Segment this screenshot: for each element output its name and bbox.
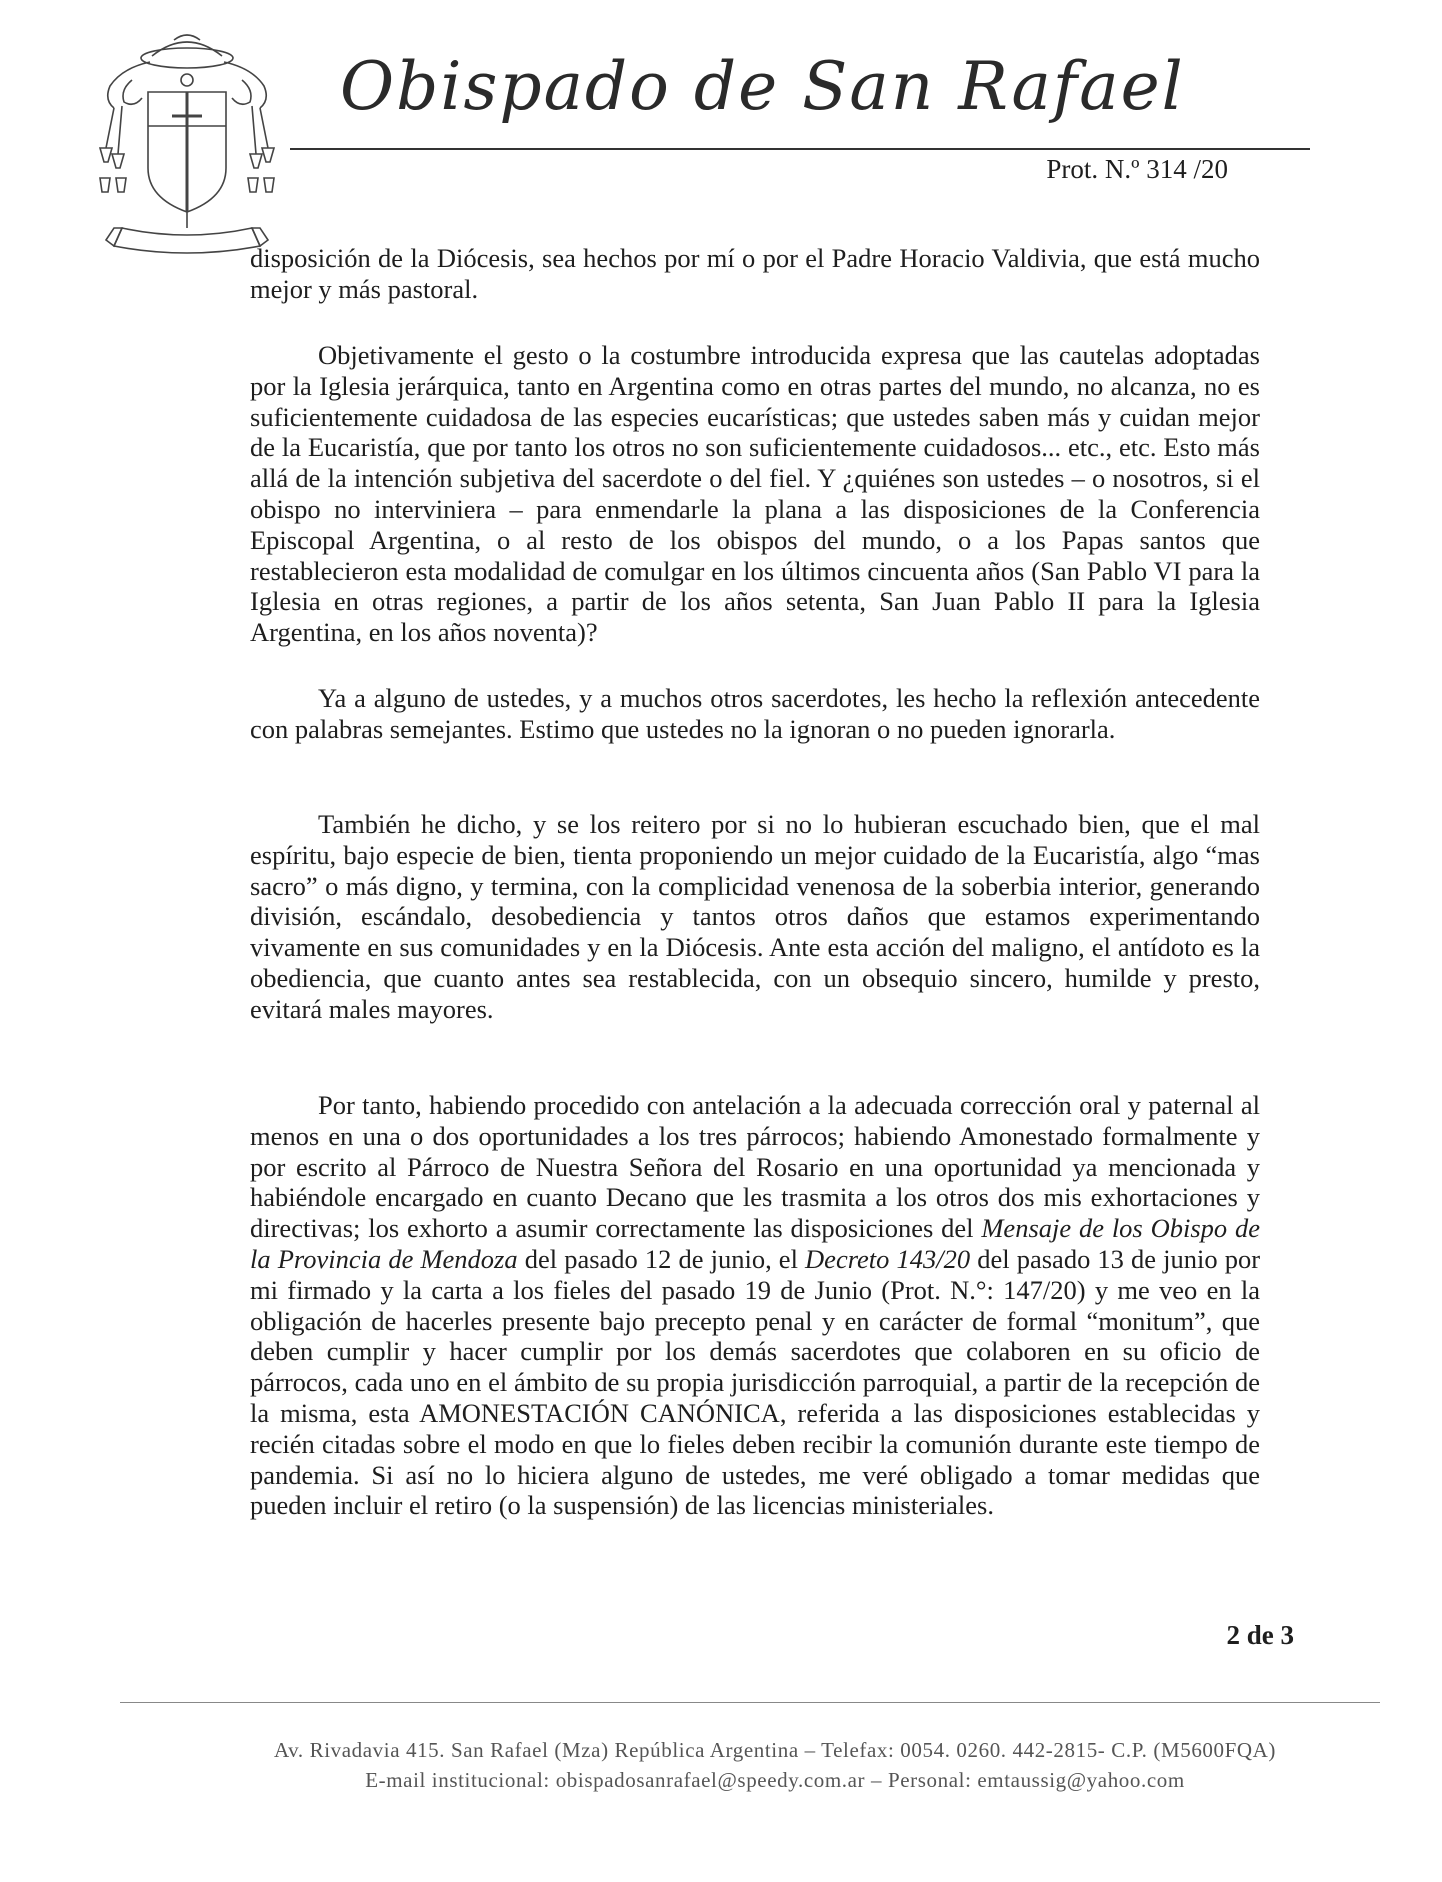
- paragraph-objectively: Objetivamente el gesto o la costumbre introducida expresa que las cautelas adoptadas por la Iglesia jerárquica, tanto en Argentina como en otras partes del mundo, no alcanza, no es suficientemente cuidadosa de las especies eucarísticas; que ustedes saben más y cuidan mejor de la Eucaristía, que por tanto los otros no son suficientemente cuidadosos... etc., etc. Esto más allá de la intención subjetiva del sacerdote o del fiel. Y ¿quiénes son ustedes – o nosotros, si el obispo no interviniera – para enmendarle la plana a las disposiciones de la Conferencia Episcopal Argentina, o al resto de los obispos del mundo, o a los Papas santos que restablecieron esta modalidad de comulgar en los últimos cincuenta años (San Pablo VI para la Iglesia en otras regiones, a partir de los años setenta, San Juan Pablo II para la Iglesia Argentina, en los años noventa)?: [250, 340, 1260, 648]
- admonition-text-c: del pasado 12 de junio, el: [524, 1243, 798, 1274]
- mensaje-title: Mensaje de los Obispo de la Provincia de Mendoza: [250, 1213, 1260, 1274]
- header-rule: [290, 148, 1310, 150]
- letterhead-title: Obispado de San Rafael: [340, 48, 1185, 125]
- paragraph-continuation: disposición de la Diócesis, sea hechos por mí o por el Padre Horacio Valdivia, que está mucho mejor y más pastoral.: [250, 243, 1260, 304]
- episcopal-coat-of-arms-icon: [92, 28, 282, 263]
- admonition-text-e: del pasado 13 de junio por mi firmado y la carta a los fieles del pasado 19 de Junio (Prot. N.°: 147/20) y me veo en la obligación de hacerles presente bajo precepto penal y en carácter de formal “monitum”, que deben cumplir y hacer cumplir por los demás sacerdotes que colaboren en su oficio de párrocos, cada uno en el ámbito de su propia jurisdicción parroquial, a partir de la recepción de la misma, esta AMONESTACIÓN CANÓNICA, referida a las disposiciones establecidas y recién citadas sobre el modo en que lo fieles deben recibir la comunión durante este tiempo de pandemia. Si así no lo hiciera alguno de ustedes, me veré obligado a tomar medidas que pueden incluir el retiro (o la suspensión) de las licencias ministeriales.: [250, 1243, 1261, 1521]
- protocol-number: Prot. N.º 314 /20: [1046, 154, 1228, 184]
- page-number: 2 de 3: [1226, 1620, 1294, 1650]
- admonition-text-a: Por tanto, habiendo procedido con antelación a la adecuada corrección oral y paternal al menos en una o dos oportunidades a los tres párrocos; habiendo Amonestado formalmente y por escrito al Párroco de Nuestra Señora del Rosario en una oportunidad ya mencionada y habiéndole encargado en cuanto Decano que les trasmita a los otros dos mis exhortaciones y directivas; los exhorto a asumir correctamente las disposiciones del: [250, 1090, 1260, 1244]
- paragraph-admonition: [250, 1090, 1260, 1521]
- paragraph-evil-spirit: También he dicho, y se los reitero por si no lo hubieran escuchado bien, que el mal espíritu, bajo especie de bien, tienta proponiendo un mejor cuidado de la Eucaristía, algo “mas sacro” o más digno, y termina, con la complicidad venenosa de la soberbia interior, generando división, escándalo, desobediencia y tantos otros daños que estamos experimentando vivamente en sus comunidades y en la Diócesis. Ante esta acción del maligno, el antídoto es la obediencia, que cuanto antes sea restablecida, con un obsequio sincero, humilde y presto, evitará males mayores.: [250, 809, 1260, 1024]
- decreto-title: Decreto 143/20: [805, 1243, 971, 1274]
- footer-rule: [120, 1702, 1380, 1703]
- paragraph-reflection: Ya a alguno de ustedes, y a muchos otros sacerdotes, les hecho la reflexión antecedente con palabras semejantes. Estimo que ustedes no la ignoran o no pueden ignorarla.: [250, 683, 1260, 744]
- footer-address: Av. Rivadavia 415. San Rafael (Mza) República Argentina – Telefax: 0054. 0260. 442-2815- C.P. (M5600FQA): [273, 1738, 1277, 1762]
- footer-email: E-mail institucional: obispadosanrafael@speedy.com.ar – Personal: emtaussig@yahoo.com: [365, 1768, 1185, 1792]
